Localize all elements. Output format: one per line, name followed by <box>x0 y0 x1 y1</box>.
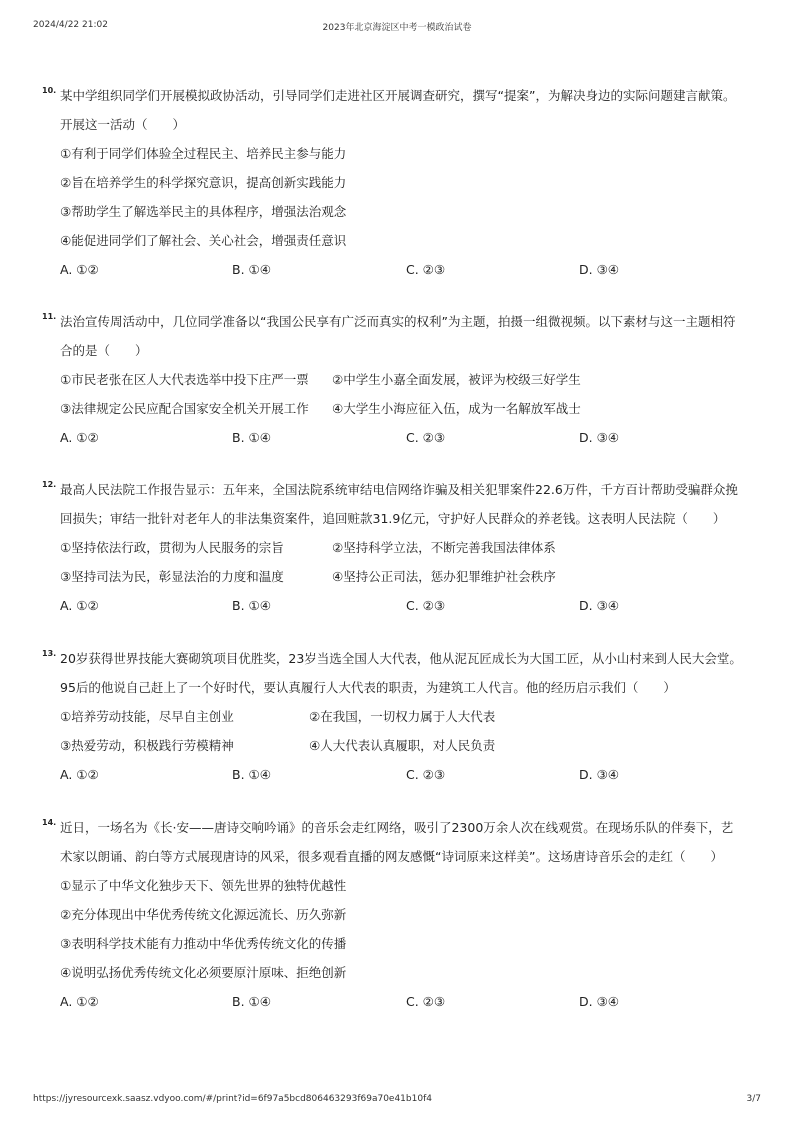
page-number: 3/7 <box>746 1094 761 1104</box>
question-stem-line: 20岁获得世界技能大赛砌筑项目优胜奖，23岁当选全国人大代表，他从泥瓦匠成长为大国工匠，从小山村来到人民大会堂。 <box>60 651 742 666</box>
option-c: C. ②③ <box>406 994 446 1009</box>
option-d: D. ③④ <box>579 767 619 782</box>
statement-1: ①坚持依法行政，贯彻为人民服务的宗旨 <box>60 540 284 555</box>
statement-2: ②在我国，一切权力属于人大代表 <box>309 709 496 724</box>
question-number: 12. <box>42 480 57 489</box>
question-number: 13. <box>42 649 57 658</box>
option-b: B. ①④ <box>232 767 271 782</box>
option-d: D. ③④ <box>579 994 619 1009</box>
question-stem-line: 合的是（ ） <box>60 343 148 358</box>
option-b: B. ①④ <box>232 262 271 277</box>
statement-3: ③表明科学技术能有力推动中华优秀传统文化的传播 <box>60 936 347 951</box>
option-b: B. ①④ <box>232 430 271 445</box>
statement-2: ②充分体现出中华优秀传统文化源远流长、历久弥新 <box>60 907 347 922</box>
statement-2: ②坚持科学立法，不断完善我国法律体系 <box>332 540 556 555</box>
option-c: C. ②③ <box>406 262 446 277</box>
option-a: A. ①② <box>60 598 99 613</box>
question-number: 14. <box>42 818 57 827</box>
statement-3: ③法律规定公民应配合国家安全机关开展工作 <box>60 401 309 416</box>
question-stem-line: 某中学组织同学们开展模拟政协活动，引导同学们走进社区开展调查研究，撰写“提案”，为解决身边的实际问题建言献策。 <box>60 88 736 103</box>
option-c: C. ②③ <box>406 767 446 782</box>
option-d: D. ③④ <box>579 430 619 445</box>
question-stem-line: 95后的他说自己赶上了一个好时代，要认真履行人大代表的职责，为建筑工人代言。他的经历启示我们（ ） <box>60 680 676 695</box>
statement-2: ②中学生小嘉全面发展，被评为校级三好学生 <box>332 372 581 387</box>
statement-1: ①市民老张在区人大代表选举中投下庄严一票 <box>60 372 309 387</box>
question-stem-line: 回损失；审结一批针对老年人的非法集资案件，追回赃款31.9亿元，守护好人民群众的养老钱。这表明人民法院（ ） <box>60 511 726 526</box>
print-datetime: 2024/4/22 21:02 <box>33 20 108 30</box>
question-stem-line: 近日，一场名为《长·安——唐诗交响吟诵》的音乐会走红网络，吸引了2300万余人次在线观赏。在现场乐队的伴奏下，艺 <box>60 820 734 835</box>
statement-1: ①显示了中华文化独步天下、领先世界的独特优越性 <box>60 878 347 893</box>
statement-3: ③热爱劳动，积极践行劳模精神 <box>60 738 234 753</box>
option-a: A. ①② <box>60 767 99 782</box>
statement-3: ③坚持司法为民，彰显法治的力度和温度 <box>60 569 284 584</box>
question-stem-line: 法治宣传周活动中，几位同学准备以“我国公民享有广泛而真实的权利”为主题，拍摄一组微视频。以下素材与这一主题相符 <box>60 314 736 329</box>
option-a: A. ①② <box>60 994 99 1009</box>
statement-1: ①有利于同学们体验全过程民主、培养民主参与能力 <box>60 146 347 161</box>
statement-4: ④大学生小海应征入伍，成为一名解放军战士 <box>332 401 581 416</box>
option-a: A. ①② <box>60 262 99 277</box>
option-d: D. ③④ <box>579 598 619 613</box>
statement-4: ④说明弘扬优秀传统文化必须要原汁原味、拒绝创新 <box>60 965 347 980</box>
question-number: 11. <box>42 312 57 321</box>
page-url[interactable]: https://jyresourcexk.saasz.vdyoo.com/#/print?id=6f97a5bcd806463293f69a70e41b10f4 <box>33 1094 432 1104</box>
option-c: C. ②③ <box>406 598 446 613</box>
question-stem-line: 术家以朗诵、韵白等方式展现唐诗的风采，很多观看直播的网友感慨“诗词原来这样美”。这场唐诗音乐会的走红（ ） <box>60 849 723 864</box>
statement-4: ④人大代表认真履职，对人民负责 <box>309 738 496 753</box>
statement-2: ②旨在培养学生的科学探究意识，提高创新实践能力 <box>60 175 347 190</box>
statement-4: ④坚持公正司法，惩办犯罪维护社会秩序 <box>332 569 556 584</box>
option-b: B. ①④ <box>232 598 271 613</box>
statement-3: ③帮助学生了解选举民主的具体程序，增强法治观念 <box>60 204 347 219</box>
question-number: 10. <box>42 86 57 95</box>
option-a: A. ①② <box>60 430 99 445</box>
option-c: C. ②③ <box>406 430 446 445</box>
question-stem-line: 最高人民法院工作报告显示：五年来，全国法院系统审结电信网络诈骗及相关犯罪案件22.6万件，千方百计帮助受骗群众挽 <box>60 482 738 497</box>
option-d: D. ③④ <box>579 262 619 277</box>
statement-1: ①培养劳动技能，尽早自主创业 <box>60 709 234 724</box>
statement-4: ④能促进同学们了解社会、关心社会，增强责任意识 <box>60 233 347 248</box>
option-b: B. ①④ <box>232 994 271 1009</box>
question-stem-line: 开展这一活动（ ） <box>60 117 186 132</box>
document-title: 2023年北京海淀区中考一模政治试卷 <box>322 23 472 33</box>
